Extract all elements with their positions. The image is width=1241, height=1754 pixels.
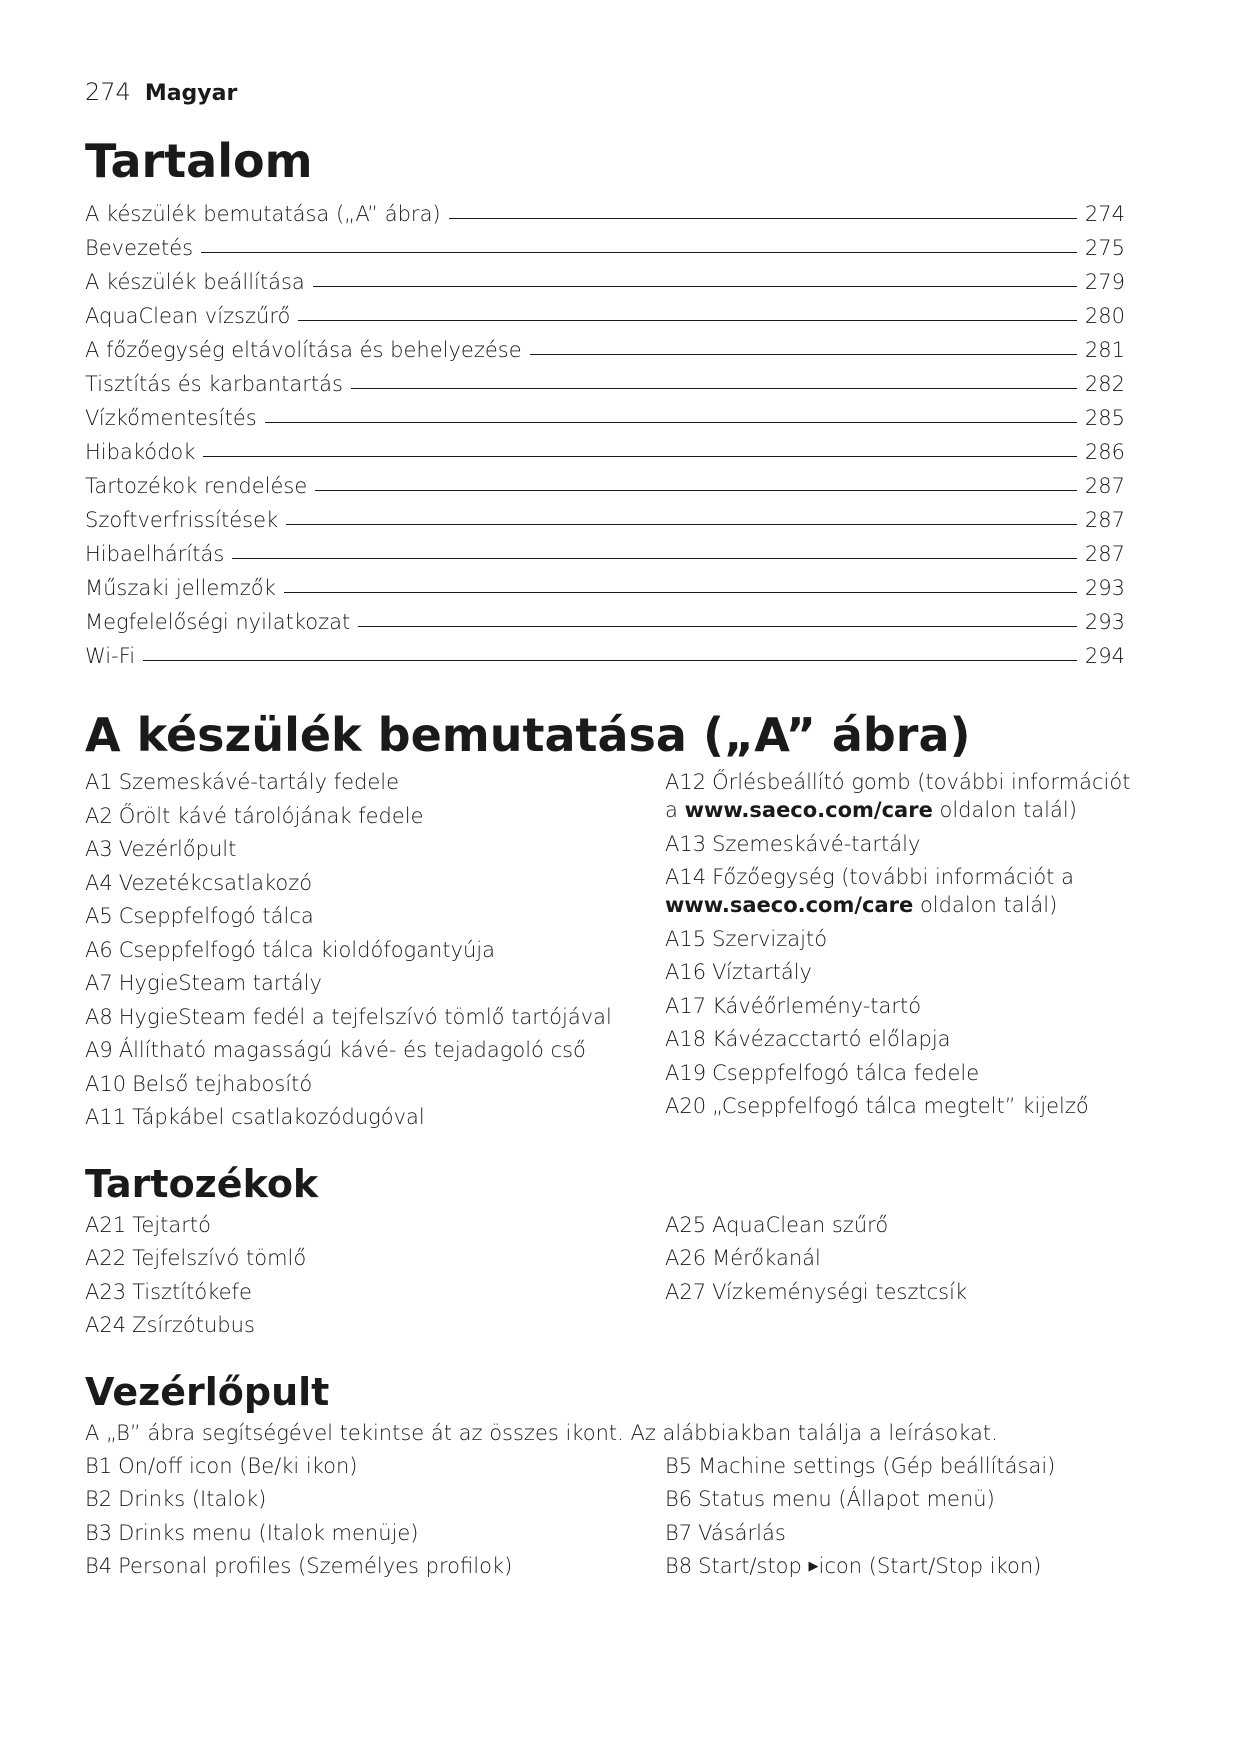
item-text: Zsírzótubus — [132, 1313, 255, 1337]
list-item — [85, 1211, 665, 1239]
item-text: AquaClean szűrő — [712, 1212, 889, 1237]
website-link[interactable]: www.saeco.com/care — [665, 893, 914, 917]
list-item — [85, 969, 665, 997]
toc-heading: Tartalom — [85, 134, 313, 188]
toc-leader-line — [315, 490, 1077, 491]
item-text: „Cseppfelfogó tálca megtelt” kijelző — [712, 1094, 1089, 1118]
item-text: Vezérlőpult — [118, 837, 237, 861]
list-item — [85, 768, 665, 796]
item-ref: A27 — [665, 1279, 707, 1304]
toc-entry-title: Hibakódok — [85, 440, 196, 464]
toc-leader-line — [265, 422, 1077, 423]
toc-entry-title: Tisztítás és karbantartás — [85, 372, 343, 396]
item-ref: A26 — [665, 1246, 707, 1270]
toc-entry-page: 275 — [1084, 236, 1125, 260]
item-text: Tisztítókefe — [132, 1279, 252, 1304]
item-text: Szemeskávé-tartály — [712, 831, 921, 856]
item-text: Personal profiles (Személyes profilok) — [118, 1554, 513, 1578]
item-text: Cseppfelfogó tálca — [118, 904, 314, 928]
toc-entry-title: A készülék bemutatása („A” ábra) — [85, 202, 441, 226]
item-text: Drinks menu (Italok menüje) — [118, 1520, 419, 1545]
item-ref: B3 — [85, 1520, 113, 1545]
item-ref: A22 — [85, 1246, 127, 1270]
item-ref: A1 — [85, 770, 113, 794]
table-of-contents — [85, 192, 1125, 668]
toc-leader-line — [298, 320, 1077, 321]
list-item — [85, 1003, 665, 1031]
toc-entry-title: Vízkőmentesítés — [85, 406, 257, 430]
control-panel-left-column — [85, 1452, 665, 1587]
toc-leader-line — [530, 354, 1077, 355]
toc-entry[interactable] — [85, 226, 1125, 260]
item-ref: A25 — [665, 1212, 707, 1237]
toc-entry[interactable] — [85, 532, 1125, 566]
item-ref: A9 — [85, 1038, 113, 1062]
item-text-suffix: oldalon talál) — [919, 893, 1058, 917]
toc-entry-page: 287 — [1084, 474, 1125, 498]
item-ref: A8 — [85, 1004, 113, 1029]
toc-leader-line — [313, 286, 1077, 287]
item-ref: A18 — [665, 1027, 707, 1051]
overview-right-column — [665, 768, 1135, 1137]
item-ref: A6 — [85, 937, 113, 962]
accessories-right-column — [665, 1211, 1135, 1345]
control-panel-list — [85, 1452, 1135, 1587]
item-text: Víztartály — [712, 960, 812, 984]
list-item — [665, 1485, 1135, 1513]
list-item — [665, 768, 1135, 824]
toc-entry-page: 287 — [1084, 542, 1125, 566]
item-text: Mérőkanál — [712, 1246, 821, 1270]
item-text: Cseppfelfogó tálca kioldófogantyúja — [118, 937, 496, 962]
accessories-list — [85, 1211, 1135, 1345]
toc-leader-line — [203, 456, 1076, 457]
toc-entry-page: 287 — [1084, 508, 1125, 532]
list-item — [665, 1211, 1135, 1239]
list-item — [665, 1519, 1135, 1547]
toc-entry-page: 281 — [1084, 338, 1125, 362]
item-text: HygieSteam fedél a tejfelszívó tömlő tartójával — [118, 1004, 612, 1029]
list-item — [85, 1244, 665, 1272]
item-text: Tejtartó — [132, 1212, 211, 1237]
page — [85, 78, 1135, 1587]
list-item — [665, 1278, 1135, 1306]
item-text: Kávéőrlemény-tartó — [712, 993, 922, 1018]
item-text: Start/stop — [698, 1554, 802, 1578]
page-header — [85, 78, 1135, 108]
item-text: Drinks (Italok) — [118, 1487, 267, 1511]
item-text: Állítható magasságú kávé- és tejadagoló cső — [118, 1038, 586, 1062]
list-item — [85, 835, 665, 863]
list-item — [665, 1092, 1135, 1120]
list-item — [665, 1025, 1135, 1053]
toc-entry[interactable] — [85, 464, 1125, 498]
page-language: Magyar — [144, 81, 238, 106]
item-ref: A24 — [85, 1313, 127, 1337]
item-ref: A15 — [665, 926, 707, 951]
toc-leader-line — [201, 252, 1077, 253]
list-item — [665, 830, 1135, 858]
item-ref: A4 — [85, 870, 113, 895]
item-text: Machine settings (Gép beállításai) — [698, 1453, 1056, 1478]
toc-entry-title: Tartozékok rendelése — [85, 474, 308, 498]
toc-entry-page: 294 — [1084, 644, 1125, 668]
toc-entry-title: Hibaelhárítás — [85, 542, 225, 566]
accessories-heading: Tartozékok — [85, 1161, 319, 1206]
toc-leader-line — [143, 660, 1077, 661]
item-ref: A23 — [85, 1279, 127, 1304]
item-ref: A7 — [85, 971, 113, 995]
item-ref: A3 — [85, 837, 113, 861]
toc-entry-page: 279 — [1084, 270, 1125, 294]
toc-entry[interactable] — [85, 498, 1125, 532]
toc-entry-title: Wi-Fi — [85, 644, 136, 668]
item-ref: B5 — [665, 1453, 693, 1478]
item-ref: A17 — [665, 993, 707, 1018]
toc-leader-line — [284, 592, 1077, 593]
toc-entry-title: Műszaki jellemzők — [85, 576, 276, 600]
item-ref: A21 — [85, 1212, 127, 1237]
list-item — [85, 869, 665, 897]
item-text: Tejfelszívó tömlő — [132, 1246, 307, 1270]
item-ref: A13 — [665, 831, 707, 856]
overview-list — [85, 768, 1135, 1137]
list-item — [665, 958, 1135, 986]
toc-entry-title: Szoftverfrissítések — [85, 508, 279, 532]
page-number: 274 — [85, 78, 131, 106]
list-item — [85, 1036, 665, 1064]
website-link[interactable]: www.saeco.com/care — [684, 798, 933, 822]
toc-entry[interactable] — [85, 260, 1125, 294]
item-ref: B1 — [85, 1453, 113, 1478]
toc-leader-line — [286, 524, 1077, 525]
item-text: Vízkeménységi tesztcsík — [712, 1279, 968, 1304]
overview-heading: A készülék bemutatása („A” ábra) — [85, 708, 971, 762]
toc-leader-line — [358, 626, 1077, 627]
item-ref: B2 — [85, 1487, 113, 1511]
control-panel-intro: A „B” ábra segítségével tekintse át az összes ikont. Az alábbiakban találja a leírásokat. — [85, 1420, 998, 1445]
item-text: Tápkábel csatlakozódugóval — [132, 1105, 425, 1129]
toc-entry-title: AquaClean vízszűrő — [85, 304, 291, 328]
item-text: Főzőegység (további információt a — [712, 865, 1074, 889]
item-text: Szemeskávé-tartály fedele — [118, 770, 400, 794]
toc-entry[interactable] — [85, 362, 1125, 396]
toc-entry-title: A főzőegység eltávolítása és behelyezése — [85, 338, 522, 362]
item-text-suffix: icon (Start/Stop ikon) — [818, 1554, 1042, 1578]
item-text: HygieSteam tartály — [118, 971, 322, 995]
item-text: Kávézacctartó előlapja — [712, 1027, 951, 1051]
accessories-left-column — [85, 1211, 665, 1345]
list-item — [85, 1070, 665, 1098]
item-ref: B7 — [665, 1520, 693, 1545]
list-item — [85, 1485, 665, 1513]
list-item — [85, 1519, 665, 1547]
list-item — [85, 1103, 665, 1131]
toc-leader-line — [232, 558, 1077, 559]
item-text-suffix: oldalon talál) — [939, 798, 1077, 822]
item-text: Szervizajtó — [712, 926, 828, 951]
list-item — [665, 863, 1135, 919]
item-text: Őrölt kávé tárolójának fedele — [118, 803, 424, 828]
item-ref: A5 — [85, 904, 113, 928]
toc-entry-title: A készülék beállítása — [85, 270, 305, 294]
toc-entry-page: 282 — [1084, 372, 1125, 396]
list-item — [85, 1278, 665, 1306]
item-ref: A14 — [665, 865, 707, 889]
list-item — [85, 1311, 665, 1339]
toc-entry[interactable] — [85, 294, 1125, 328]
list-item — [665, 925, 1135, 953]
toc-entry-page: 285 — [1084, 406, 1125, 430]
toc-entry-page: 280 — [1084, 304, 1125, 328]
toc-entry[interactable] — [85, 634, 1125, 668]
item-text: Vezetékcsatlakozó — [118, 870, 313, 895]
item-text: Cseppfelfogó tálca fedele — [712, 1060, 980, 1085]
list-item — [665, 1552, 1135, 1581]
list-item — [665, 1059, 1135, 1087]
item-ref: B8 — [665, 1554, 693, 1578]
play-pause-icon: ▶ — [808, 1559, 819, 1574]
item-text: Status menu (Állapot menü) — [698, 1487, 995, 1511]
item-ref: A16 — [665, 960, 707, 984]
toc-entry[interactable] — [85, 328, 1125, 362]
list-item — [85, 1552, 665, 1580]
toc-entry-page: 293 — [1084, 610, 1125, 634]
item-ref: B6 — [665, 1487, 693, 1511]
item-ref: A19 — [665, 1060, 707, 1085]
list-item — [665, 1452, 1135, 1480]
list-item — [665, 1244, 1135, 1272]
item-ref: A2 — [85, 803, 113, 828]
list-item — [85, 902, 665, 930]
control-panel-right-column — [665, 1452, 1135, 1587]
toc-entry[interactable] — [85, 396, 1125, 430]
list-item — [85, 1452, 665, 1480]
toc-leader-line — [351, 388, 1077, 389]
item-text: Belső tejhabosító — [132, 1071, 313, 1096]
item-text: Vásárlás — [698, 1520, 786, 1545]
control-panel-heading: Vezérlőpult — [85, 1369, 330, 1414]
item-ref: A20 — [665, 1094, 707, 1118]
list-item — [85, 936, 665, 964]
list-item — [85, 802, 665, 830]
toc-entry-page: 293 — [1084, 576, 1125, 600]
toc-entry[interactable] — [85, 600, 1125, 634]
toc-entry[interactable] — [85, 192, 1125, 226]
toc-entry-title: Bevezetés — [85, 236, 194, 260]
item-ref: A11 — [85, 1105, 127, 1129]
item-ref: A10 — [85, 1071, 127, 1096]
toc-entry-page: 286 — [1084, 440, 1125, 464]
toc-entry-page: 274 — [1084, 202, 1125, 226]
toc-leader-line — [449, 218, 1077, 219]
toc-entry[interactable] — [85, 566, 1125, 600]
item-text: On/off icon (Be/ki ikon) — [118, 1453, 358, 1478]
overview-left-column — [85, 768, 665, 1137]
toc-entry[interactable] — [85, 430, 1125, 464]
list-item — [665, 992, 1135, 1020]
item-ref: A12 — [665, 770, 707, 794]
toc-entry-title: Megfelelőségi nyilatkozat — [85, 610, 351, 634]
item-text: Őrlésbeállító gomb (további információt a — [665, 770, 1131, 822]
item-ref: B4 — [85, 1554, 113, 1578]
